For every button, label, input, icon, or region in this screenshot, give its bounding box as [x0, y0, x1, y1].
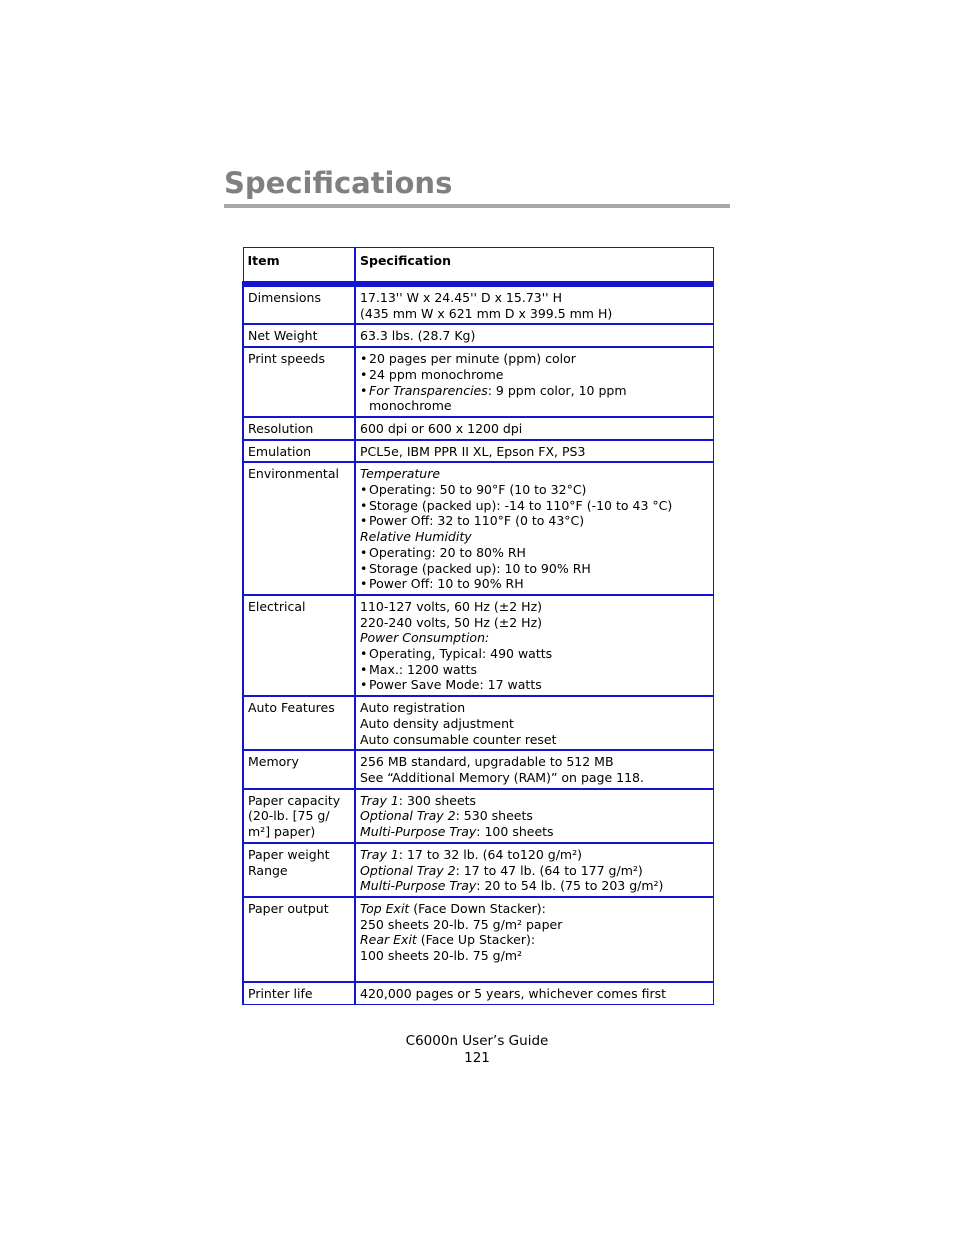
specification-cell: [355, 417, 713, 440]
spec-line: [360, 421, 709, 437]
spec-line: [360, 444, 709, 460]
spec-line: [360, 700, 709, 716]
item-label: Paper output: [248, 900, 329, 916]
spec-text: 63.3 lbs. (28.7 Kg): [360, 328, 476, 344]
specification-cell: [355, 982, 713, 1004]
spec-italic-term: Temperature: [360, 466, 441, 482]
title-underline: [224, 204, 730, 208]
spec-text: Auto consumable counter reset: [360, 731, 557, 747]
item-label: (20-lb. [75 g/: [248, 808, 330, 824]
spec-text: Operating, Typical: 490 watts: [369, 646, 553, 662]
spec-line: [360, 932, 709, 948]
table-row: [243, 789, 713, 843]
table-row: [243, 696, 713, 750]
spec-text: Power Off: 32 to 110°F (0 to 43°C): [369, 513, 585, 529]
table-row: [243, 982, 713, 1004]
table-row: [243, 843, 713, 897]
specification-cell: [355, 897, 713, 983]
item-label: Print speeds: [248, 351, 326, 367]
spec-line: [360, 466, 709, 482]
specification-cell: [355, 347, 713, 417]
spec-bullet-line: [360, 646, 709, 662]
table-row: [243, 897, 713, 983]
spec-line: [360, 964, 709, 980]
table-row: [243, 440, 713, 463]
spec-text: : 17 to 32 lb. (64 to120 g/m²): [398, 846, 582, 862]
spec-bullet-line: [360, 561, 709, 577]
item-label: m²] paper): [248, 824, 316, 840]
spec-text: PCL5e, IBM PPR II XL, Epson FX, PS3: [360, 443, 586, 459]
spec-bullet-line: [360, 383, 709, 399]
spec-text: Operating: 20 to 80% RH: [369, 544, 526, 560]
item-label: Environmental: [248, 466, 339, 482]
item-label: Emulation: [248, 443, 312, 459]
spec-line: [360, 306, 709, 322]
spec-text: Auto density adjustment: [360, 715, 514, 731]
item-label: Auto Features: [248, 700, 335, 716]
item-cell: [243, 750, 355, 788]
spec-line: [360, 398, 709, 414]
item-label: Paper capacity: [248, 792, 341, 808]
header-item: Item: [243, 248, 355, 285]
spec-bullet-line: [360, 662, 709, 678]
spec-text: 17.13'' W x 24.45'' D x 15.73'' H: [360, 290, 562, 305]
spec-bullet-line: [360, 513, 709, 529]
spec-text: Max.: 1200 watts: [369, 661, 477, 677]
spec-line: [360, 986, 709, 1002]
spec-line: [360, 630, 709, 646]
spec-line: [360, 754, 709, 770]
item-cell: [243, 417, 355, 440]
spec-text: : 300 sheets: [398, 792, 477, 808]
specifications-table: [242, 247, 714, 1005]
table-row: [243, 284, 713, 324]
item-label: Printer life: [248, 986, 313, 1002]
spec-italic-term: For Transparencies: [369, 382, 488, 398]
spec-text: 110-127 volts, 60 Hz (±2 Hz): [360, 598, 543, 614]
spec-text: 256 MB standard, upgradable to 512 MB: [360, 754, 614, 770]
table-row: [243, 347, 713, 417]
spec-text: 250 sheets 20-lb. 75 g/m² paper: [360, 916, 563, 932]
spec-text: (Face Down Stacker):: [409, 900, 546, 916]
item-cell: [243, 843, 355, 897]
spec-line: [360, 847, 709, 863]
specification-cell: [355, 843, 713, 897]
item-cell: [243, 462, 355, 595]
spec-line: [360, 808, 709, 824]
table-row: [243, 750, 713, 788]
footer-guide-title: C6000n User’s Guide: [405, 1033, 549, 1049]
spec-line: [360, 770, 709, 786]
spec-italic-term: Tray 1: [360, 846, 399, 862]
spec-italic-term: Rear Exit: [360, 932, 417, 948]
table-row: [243, 417, 713, 440]
specification-cell: [355, 595, 713, 696]
table-row: [243, 462, 713, 595]
item-cell: [243, 324, 355, 347]
specification-cell: [355, 462, 713, 595]
table-row: [243, 595, 713, 696]
spec-line: [360, 599, 709, 615]
specification-cell: [355, 750, 713, 788]
spec-italic-term: Optional Tray 2: [360, 862, 456, 878]
table-row: [243, 324, 713, 347]
spec-text: : 100 sheets: [476, 824, 554, 840]
item-label: Net Weight: [248, 328, 318, 344]
spec-line: [360, 716, 709, 732]
spec-line: [360, 948, 709, 964]
spec-line: [360, 863, 709, 879]
spec-italic-term: Multi-Purpose Tray: [360, 878, 477, 894]
spec-italic-term: Power Consumption:: [360, 630, 490, 646]
specification-cell: [355, 696, 713, 750]
table-header-row: [243, 248, 713, 285]
item-cell: [243, 897, 355, 983]
spec-line: [360, 328, 709, 344]
header-specification: Specification: [355, 248, 713, 285]
spec-bullet-line: [360, 576, 709, 592]
item-label: Memory: [248, 754, 299, 770]
spec-text: : 530 sheets: [455, 808, 533, 824]
item-cell: [243, 789, 355, 843]
spec-line: [360, 615, 709, 631]
spec-bullet-line: [360, 677, 709, 693]
spec-line: [360, 824, 709, 840]
spec-italic-term: Tray 1: [360, 792, 399, 808]
item-label: Dimensions: [248, 290, 321, 305]
item-cell: [243, 595, 355, 696]
spec-bullet-line: [360, 545, 709, 561]
spec-bullet-line: [360, 367, 709, 383]
specification-cell: [355, 324, 713, 347]
spec-line: [360, 878, 709, 894]
item-label: Electrical: [248, 598, 306, 614]
specification-cell: [355, 284, 713, 324]
item-cell: [243, 347, 355, 417]
spec-bullet-line: [360, 498, 709, 514]
spec-line: [360, 529, 709, 545]
spec-text: 420,000 pages or 5 years, whichever comes first: [360, 986, 667, 1002]
footer-page-number: 121: [464, 1050, 490, 1066]
spec-bullet-line: [360, 351, 709, 367]
spec-italic-term: Optional Tray 2: [360, 808, 456, 824]
spec-line: [360, 290, 709, 306]
spec-italic-term: Top Exit: [360, 900, 410, 916]
item-cell: [243, 440, 355, 463]
spec-bullet-line: [360, 482, 709, 498]
page-title: Specifications: [224, 166, 453, 200]
spec-text: (435 mm W x 621 mm D x 399.5 mm H): [360, 305, 613, 321]
spec-line: [360, 917, 709, 933]
spec-text: : 9 ppm color, 10 ppm: [487, 382, 627, 398]
spec-italic-term: Multi-Purpose Tray: [360, 824, 477, 840]
item-cell: [243, 696, 355, 750]
spec-text: 220-240 volts, 50 Hz (±2 Hz): [360, 614, 543, 630]
spec-text: 600 dpi or 600 x 1200 dpi: [360, 420, 523, 436]
spec-italic-term: Relative Humidity: [360, 529, 472, 545]
item-cell: [243, 284, 355, 324]
spec-text: 20 pages per minute (ppm) color: [369, 351, 576, 367]
spec-text: Storage (packed up): 10 to 90% RH: [369, 560, 591, 576]
specification-cell: [355, 440, 713, 463]
spec-text: 100 sheets 20-lb. 75 g/m²: [360, 948, 523, 964]
item-label: Range: [248, 862, 288, 878]
specification-cell: [355, 789, 713, 843]
spec-line: [360, 901, 709, 917]
item-label: Paper weight: [248, 846, 330, 862]
spec-text: Storage (packed up): -14 to 110°F (-10 to 43 °C): [369, 497, 673, 513]
spec-text: (Face Up Stacker):: [416, 932, 536, 948]
spec-text: : 17 to 47 lb. (64 to 177 g/m²): [455, 862, 643, 878]
item-label: Resolution: [248, 420, 314, 436]
spec-text: Operating: 50 to 90°F (10 to 32°C): [369, 482, 587, 498]
spec-text: Power Off: 10 to 90% RH: [369, 576, 524, 592]
spec-text: Auto registration: [360, 700, 466, 716]
spec-line: [360, 732, 709, 748]
spec-line: [360, 793, 709, 809]
table-body: [243, 284, 713, 1005]
spec-text: See “Additional Memory (RAM)” on page 118.: [360, 769, 644, 785]
spec-text: 24 ppm monochrome: [369, 366, 504, 382]
spec-text: monochrome: [369, 398, 452, 414]
item-cell: [243, 982, 355, 1004]
spec-text: Power Save Mode: 17 watts: [369, 677, 542, 693]
spec-text: : 20 to 54 lb. (75 to 203 g/m²): [476, 878, 664, 894]
